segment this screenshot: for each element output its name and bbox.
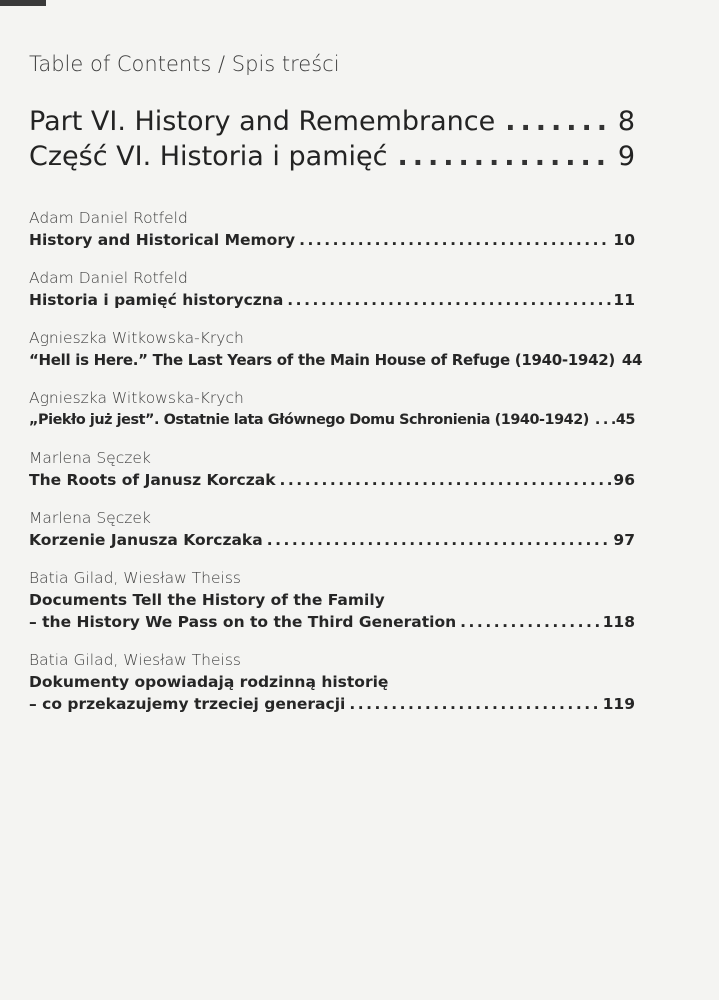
entry-page-number: 10	[613, 231, 635, 249]
entry-title: Historia i pamięć historyczna	[29, 291, 284, 309]
entry-author: Adam Daniel Rotfeld	[29, 209, 188, 227]
toc-entry[interactable]	[29, 207, 635, 251]
toc-entry[interactable]	[29, 507, 635, 551]
entry-title: „Piekło już jest”. Ostatnie lata Głównego Domu Schronienia (1940-1942)	[29, 412, 589, 428]
entry-page-number: 44	[621, 351, 643, 369]
entry-author: Batia Gilad, Wiesław Theiss	[29, 651, 241, 669]
dot-leader	[287, 289, 611, 311]
entry-title: Korzenie Janusza Korczaka	[29, 531, 263, 549]
entry-page-number: 96	[613, 471, 635, 489]
part-page-number: 8	[617, 106, 635, 137]
entry-title-line	[29, 289, 635, 311]
entry-title-line	[29, 349, 643, 371]
toc-heading: Table of Contents / Spis treści	[29, 52, 340, 76]
entry-page-number: 45	[615, 412, 635, 428]
entry-title: The Roots of Janusz Korczak	[29, 471, 276, 489]
toc-entry[interactable]	[29, 327, 643, 371]
part-title: Part VI. History and Remembrance	[29, 106, 496, 137]
toc-entries	[29, 207, 643, 731]
part-page-number: 9	[617, 141, 635, 172]
dot-leader	[460, 611, 600, 633]
part-title: Część VI. Historia i pamięć	[29, 141, 388, 172]
entry-title-line	[29, 693, 635, 715]
toc-entry[interactable]	[29, 447, 635, 491]
entry-page-number: 97	[613, 531, 635, 549]
toc-entry[interactable]	[29, 267, 635, 311]
entry-title-line	[29, 611, 635, 633]
dot-leader	[267, 529, 612, 551]
entry-title-line	[29, 529, 635, 551]
part-entry-pl[interactable]	[29, 141, 635, 172]
entry-author: Batia Gilad, Wiesław Theiss	[29, 569, 241, 587]
entry-page-number: 119	[602, 695, 635, 713]
dot-leader	[595, 409, 615, 431]
entry-page-number: 118	[602, 613, 635, 631]
dot-leader	[505, 106, 608, 137]
entry-title: – the History We Pass on to the Third Generation	[29, 613, 457, 631]
entry-author: Agnieszka Witkowska-Krych	[29, 329, 244, 347]
entry-title: “Hell is Here.” The Last Years of the Main House of Refuge (1940-1942)	[29, 351, 615, 369]
entry-author: Marlena Sęczek	[29, 509, 151, 527]
entry-author: Agnieszka Witkowska-Krych	[29, 389, 244, 407]
toc-entry[interactable]	[29, 567, 635, 633]
entry-title-line	[29, 469, 635, 491]
dot-leader	[299, 229, 611, 251]
dot-leader	[349, 693, 600, 715]
toc-entry[interactable]	[29, 649, 635, 715]
entry-title-first-line: Documents Tell the History of the Family	[29, 591, 385, 609]
part-entry-en[interactable]	[29, 106, 635, 137]
toc-entry[interactable]	[29, 387, 635, 431]
entry-title: – co przekazujemy trzeciej generacji	[29, 695, 346, 713]
entry-title-line	[29, 229, 635, 251]
entry-title: History and Historical Memory	[29, 231, 296, 249]
entry-title-line	[29, 409, 635, 431]
entry-author: Marlena Sęczek	[29, 449, 151, 467]
corner-scan-mark	[0, 0, 46, 6]
entry-page-number: 11	[613, 291, 635, 309]
dot-leader	[397, 141, 607, 172]
dot-leader	[280, 469, 612, 491]
entry-author: Adam Daniel Rotfeld	[29, 269, 188, 287]
entry-title-first-line: Dokumenty opowiadają rodzinną historię	[29, 673, 389, 691]
